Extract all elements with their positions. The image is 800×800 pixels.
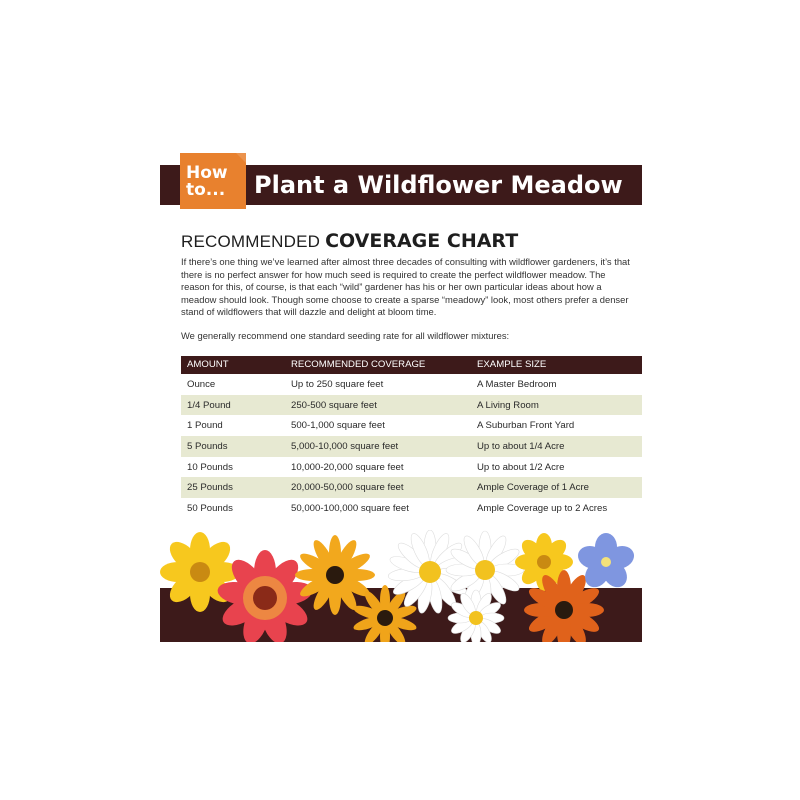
header-example: EXAMPLE SIZE xyxy=(477,359,547,370)
cell-amount: 1 Pound xyxy=(187,420,223,432)
cell-amount: Ounce xyxy=(187,379,216,390)
intro-paragraph: If there’s one thing we’ve learned after almost three decades of consulting with wildflower gardeners, it’s that there is no perfect answer for how much seed is required to create the perfect wildflower meadow. The reason for this, of course, is that each “wild” gardener has his or her own particular ideas about how a meadow should look. Though some choose to create a sparse “meadowy” look, most others prefer a denser stand of wildflowers that will dazzle and delight at bloom time. xyxy=(181,256,630,318)
table-row xyxy=(181,457,642,478)
cell-example: Up to about 1/4 Acre xyxy=(477,441,565,453)
cell-coverage: 500-1,000 square feet xyxy=(291,420,385,432)
cell-amount: 5 Pounds xyxy=(187,441,228,453)
cell-amount: 1/4 Pound xyxy=(187,399,231,411)
cell-example: Ample Coverage of 1 Acre xyxy=(477,482,589,494)
cell-coverage: 5,000-10,000 square feet xyxy=(291,441,399,453)
how-to-text xyxy=(186,165,228,199)
cell-amount: 10 Pounds xyxy=(187,461,233,473)
cell-example: Up to about 1/2 Acre xyxy=(477,461,565,473)
chart-heading xyxy=(181,230,518,252)
table-row xyxy=(181,395,642,416)
cell-coverage: 20,000-50,000 square feet xyxy=(291,482,404,494)
how-to-badge xyxy=(180,153,246,209)
table-row xyxy=(181,374,642,395)
cell-amount: 25 Pounds xyxy=(187,482,233,494)
coverage-table xyxy=(181,356,642,519)
how-to-line1: How xyxy=(186,163,228,183)
black-eyed-susan-icon xyxy=(295,535,375,615)
table-row xyxy=(181,436,642,457)
header-amount: AMOUNT xyxy=(187,359,229,370)
cell-coverage: Up to 250 square feet xyxy=(291,379,384,390)
wildflower-illustration xyxy=(160,530,642,642)
infographic xyxy=(160,150,642,642)
page-title: Plant a Wildflower Meadow xyxy=(254,171,623,199)
cell-coverage: 10,000-20,000 square feet xyxy=(291,461,404,473)
table-header-row xyxy=(181,356,642,374)
cell-example: Ample Coverage up to 2 Acres xyxy=(477,503,608,515)
recommend-text: We generally recommend one standard seeding rate for all wildflower mixtures: xyxy=(181,330,510,341)
cell-coverage: 250-500 square feet xyxy=(291,399,377,411)
how-to-line2: to... xyxy=(186,180,226,200)
cell-example: A Living Room xyxy=(477,399,539,411)
cell-example: A Master Bedroom xyxy=(477,379,557,390)
cell-example: A Suburban Front Yard xyxy=(477,420,575,432)
table-row xyxy=(181,498,642,519)
heading-bold: COVERAGE CHART xyxy=(325,230,519,252)
header-coverage: RECOMMENDED COVERAGE xyxy=(291,359,426,370)
table-row xyxy=(181,415,642,436)
heading-light: RECOMMENDED xyxy=(181,232,326,251)
cell-amount: 50 Pounds xyxy=(187,503,233,515)
cell-coverage: 50,000-100,000 square feet xyxy=(291,503,409,515)
table-row xyxy=(181,477,642,498)
